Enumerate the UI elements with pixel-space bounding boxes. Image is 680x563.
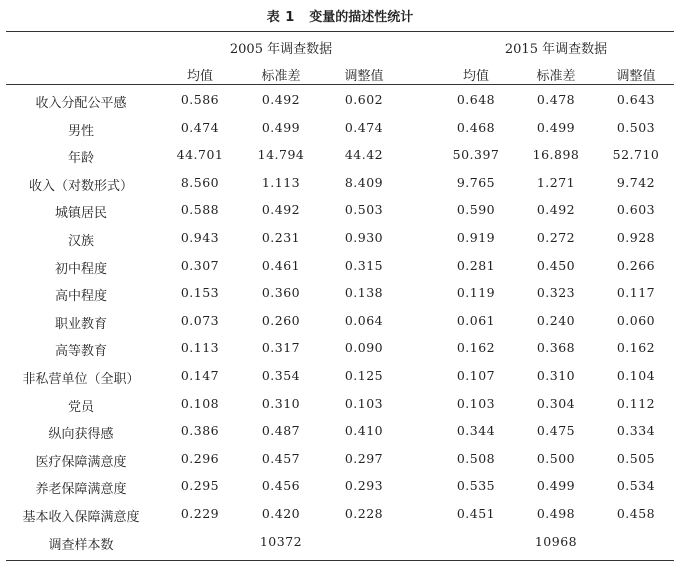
row-label: 党员 — [67, 399, 94, 415]
table-cell: 0.534 — [616, 478, 656, 494]
table-cell: 0.505 — [616, 450, 656, 466]
row-label: 收入分配公平感 — [35, 96, 127, 111]
table-cell: 0.919 — [456, 230, 496, 245]
table-cell: 0.125 — [344, 368, 384, 383]
row-label: 年龄 — [67, 151, 94, 167]
table-cell: 0.492 — [261, 92, 301, 107]
table-cell: 0.310 — [261, 395, 301, 411]
table-cell: 0.368 — [536, 340, 576, 356]
table-cell: 0.474 — [180, 119, 220, 135]
table-cell: 0.295 — [180, 478, 220, 494]
row-label: 非私营单位（全职） — [22, 372, 140, 387]
column-header: 标准差 — [536, 69, 576, 84]
table-cell: 0.103 — [344, 395, 384, 411]
row-label: 纵向获得感 — [48, 427, 114, 443]
table-cell: 0.334 — [616, 423, 656, 439]
table-cell: 44.701 — [176, 147, 224, 163]
header-rule — [6, 84, 674, 85]
table-cell: 0.344 — [456, 423, 496, 439]
table-cell: 0.928 — [616, 230, 656, 245]
table-cell: 0.266 — [616, 257, 656, 273]
table-cell: 0.492 — [536, 202, 576, 218]
table-cell: 0.296 — [180, 450, 220, 466]
column-header: 标准差 — [261, 69, 301, 84]
column-header: 均值 — [186, 69, 213, 84]
table-cell: 0.586 — [180, 92, 220, 107]
table-cell: 0.930 — [344, 230, 384, 245]
table-cell: 0.060 — [616, 312, 656, 328]
table-title: 变量的描述性统计 — [309, 10, 414, 25]
table-cell: 0.643 — [616, 92, 656, 107]
table-cell: 0.064 — [344, 312, 384, 328]
table-cell: 0.073 — [180, 312, 220, 328]
sample-size-2015: 10968 — [534, 533, 578, 549]
table-cell: 0.603 — [616, 202, 656, 218]
row-label: 高等教育 — [54, 344, 107, 360]
table-cell: 0.475 — [536, 423, 576, 439]
table-cell: 0.108 — [180, 395, 220, 411]
table-cell: 9.742 — [616, 174, 656, 190]
sample-size-2005: 10372 — [259, 533, 303, 549]
table-cell: 0.281 — [456, 257, 496, 273]
table-cell: 0.499 — [261, 119, 301, 135]
table-cell: 0.499 — [536, 119, 576, 135]
table-cell: 0.162 — [456, 340, 496, 356]
table-cell: 50.397 — [452, 147, 500, 163]
table-cell: 0.468 — [456, 119, 496, 135]
table-cell: 0.323 — [536, 285, 576, 301]
table-cell: 0.492 — [261, 202, 301, 218]
table-cell: 0.503 — [344, 202, 384, 218]
table-cell: 0.590 — [456, 202, 496, 218]
table-cell: 0.153 — [180, 285, 220, 301]
table-cell: 0.500 — [536, 450, 576, 466]
column-header: 调整值 — [344, 69, 384, 84]
table-cell: 44.42 — [344, 147, 384, 163]
table-cell: 8.409 — [344, 174, 384, 190]
table-number: 表 1 — [266, 10, 295, 25]
table-cell: 0.112 — [616, 395, 656, 411]
table-cell: 0.478 — [536, 92, 576, 107]
table-cell: 0.113 — [180, 340, 220, 356]
sample-size-label: 调查样本数 — [48, 537, 114, 553]
table-cell: 0.307 — [180, 257, 220, 273]
table-cell: 0.498 — [536, 506, 576, 521]
table-cell: 8.560 — [180, 174, 220, 190]
table-cell: 0.107 — [456, 368, 496, 383]
table-cell: 0.310 — [536, 368, 576, 383]
table-cell: 9.765 — [456, 174, 496, 190]
table-cell: 0.090 — [344, 340, 384, 356]
table-cell: 0.293 — [344, 478, 384, 494]
table-cell: 0.456 — [261, 478, 301, 494]
row-label: 初中程度 — [54, 261, 107, 277]
table-cell: 0.943 — [180, 230, 220, 245]
row-label: 汉族 — [67, 234, 94, 249]
column-header: 均值 — [462, 69, 489, 84]
row-label: 职业教育 — [54, 316, 107, 332]
table-cell: 0.420 — [261, 506, 301, 521]
table-cell: 0.588 — [180, 202, 220, 218]
table-cell: 0.119 — [456, 285, 496, 301]
table-cell: 1.113 — [261, 174, 301, 190]
top-rule — [6, 31, 674, 32]
table-cell: 0.061 — [456, 312, 496, 328]
table-cell: 0.450 — [536, 257, 576, 273]
table-cell: 0.508 — [456, 450, 496, 466]
table-cell: 0.104 — [616, 368, 656, 383]
table-cell: 0.386 — [180, 423, 220, 439]
table-cell: 0.461 — [261, 257, 301, 273]
table-cell: 0.317 — [261, 340, 301, 356]
table-cell: 0.260 — [261, 312, 301, 328]
table-cell: 0.503 — [616, 119, 656, 135]
table-cell: 0.535 — [456, 478, 496, 494]
row-label: 城镇居民 — [54, 206, 107, 222]
row-label: 收入（对数形式） — [28, 178, 133, 194]
bottom-rule — [6, 560, 674, 561]
table-cell: 0.240 — [536, 312, 576, 328]
table-cell: 0.499 — [536, 478, 576, 494]
table-cell: 0.147 — [180, 368, 220, 383]
table-cell: 0.304 — [536, 395, 576, 411]
table-cell: 16.898 — [532, 147, 580, 163]
table-cell: 0.451 — [456, 506, 496, 521]
table-cell: 0.602 — [344, 92, 384, 107]
row-label: 男性 — [67, 123, 94, 139]
table-cell: 0.162 — [616, 340, 656, 356]
table-cell: 0.410 — [344, 423, 384, 439]
table-cell: 0.458 — [616, 506, 656, 521]
table-cell: 0.487 — [261, 423, 301, 439]
table-cell: 52.710 — [612, 147, 660, 163]
table-cell: 0.272 — [536, 230, 576, 245]
table-cell: 0.648 — [456, 92, 496, 107]
row-label: 基本收入保障满意度 — [22, 510, 140, 525]
table-cell: 0.229 — [180, 506, 220, 521]
table-cell: 0.297 — [344, 450, 384, 466]
table-cell: 0.354 — [261, 368, 301, 383]
table-cell: 0.103 — [456, 395, 496, 411]
table-caption — [0, 6, 680, 25]
table-cell: 1.271 — [536, 174, 576, 190]
row-label: 养老保障满意度 — [35, 482, 127, 498]
table-cell: 0.474 — [344, 119, 384, 135]
row-label: 医疗保障满意度 — [35, 454, 127, 470]
table-cell: 0.228 — [344, 506, 384, 521]
table-cell: 0.138 — [344, 285, 384, 301]
column-header: 调整值 — [616, 69, 656, 84]
table-cell: 14.794 — [257, 147, 305, 163]
table-cell: 0.117 — [616, 285, 656, 301]
table-cell: 0.457 — [261, 450, 301, 466]
table-cell: 0.231 — [261, 230, 301, 245]
group-header-2005: 2005 年调查数据 — [229, 42, 333, 57]
table-cell: 0.360 — [261, 285, 301, 301]
row-label: 高中程度 — [54, 289, 107, 305]
group-header-2015: 2015 年调查数据 — [504, 42, 608, 57]
table-cell: 0.315 — [344, 257, 384, 273]
